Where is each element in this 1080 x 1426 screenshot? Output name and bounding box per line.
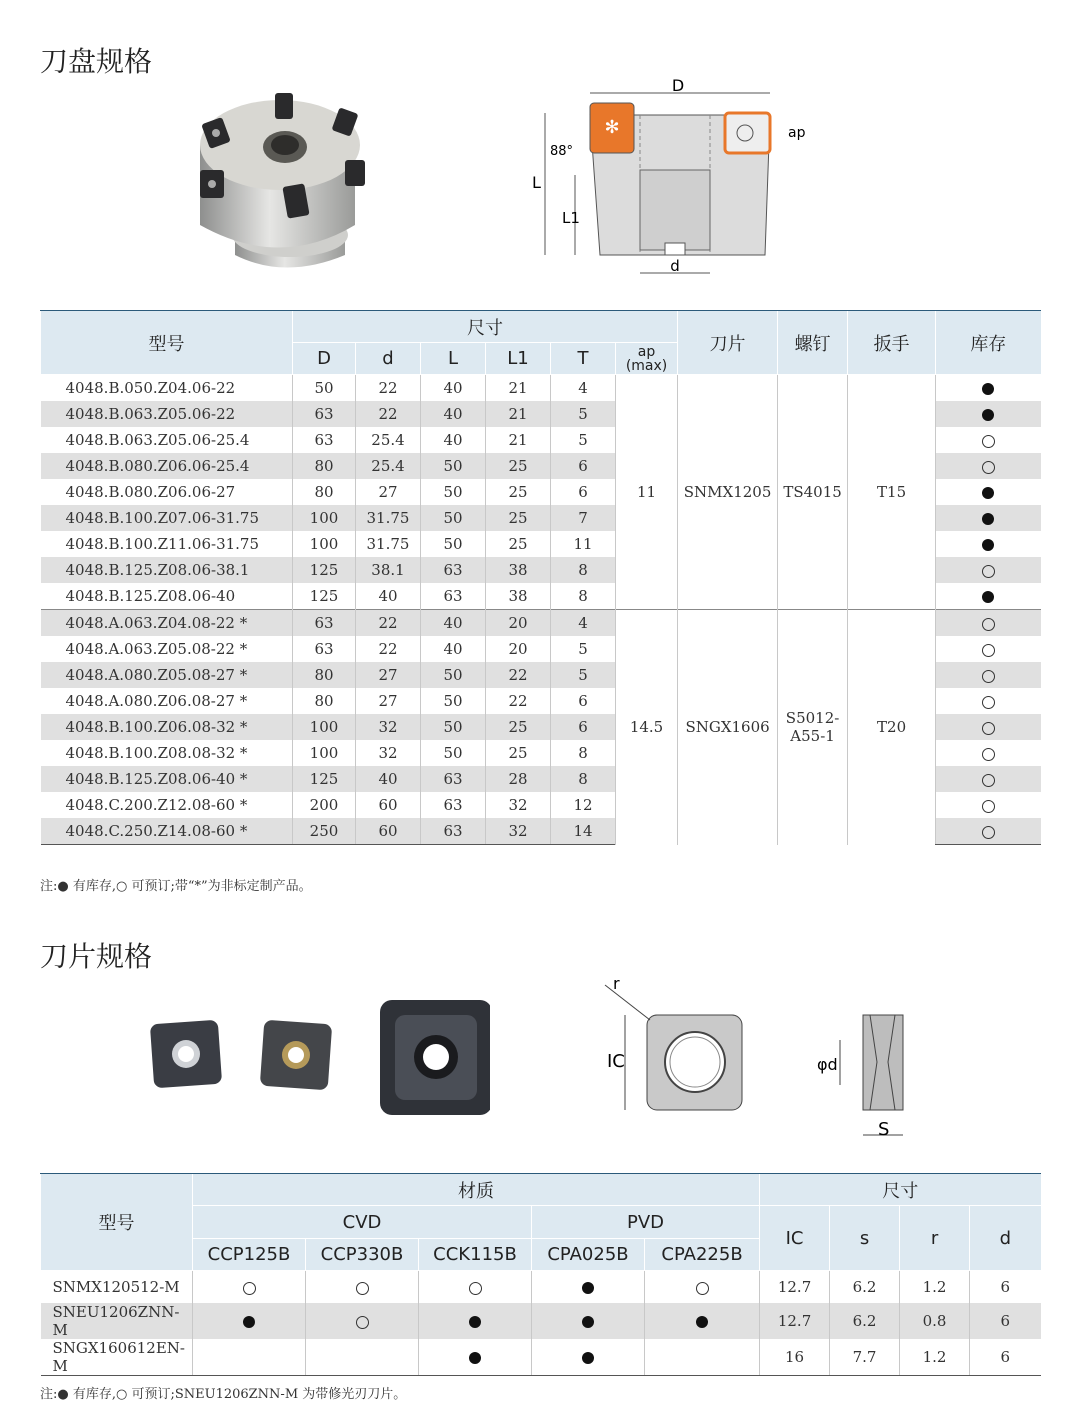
- cell-d: 22: [356, 375, 421, 402]
- orderable-circle-icon: [243, 1282, 256, 1295]
- cell-l1: 21: [486, 427, 551, 453]
- cell-stock: [936, 557, 1041, 583]
- cell-grade-availability: [306, 1303, 419, 1339]
- cell-l1: 25: [486, 479, 551, 505]
- section-title-cutter: 刀盘规格: [40, 45, 153, 78]
- cell-d: 100: [293, 505, 356, 531]
- cell-d: 125: [293, 583, 356, 610]
- cell-r: 0.8: [900, 1303, 970, 1339]
- cell-l1: 38: [486, 583, 551, 610]
- cell-d: 22: [356, 610, 421, 637]
- cell-grade-availability: [193, 1303, 306, 1339]
- cell-t: 11: [551, 531, 616, 557]
- cell-grade-availability: [419, 1339, 532, 1376]
- cell-l1: 38: [486, 557, 551, 583]
- header-stock: 库存: [936, 311, 1041, 375]
- header-d: d: [356, 343, 421, 375]
- orderable-circle-icon: [356, 1316, 369, 1329]
- cell-t: 8: [551, 557, 616, 583]
- cell-t: 6: [551, 453, 616, 479]
- cell-model: 4048.B.125.Z08.06-40 *: [41, 766, 293, 792]
- cutter-photo: [185, 85, 370, 275]
- cell-model: 4048.A.080.Z05.08-27 *: [41, 662, 293, 688]
- cell-d: 50: [293, 375, 356, 402]
- cell-d: 32: [356, 714, 421, 740]
- cell-l: 50: [421, 453, 486, 479]
- cell-l: 63: [421, 818, 486, 845]
- cutter-drawing: [520, 75, 810, 285]
- cell-l: 40: [421, 610, 486, 637]
- cell-l: 63: [421, 766, 486, 792]
- in-stock-dot-icon: [582, 1352, 594, 1364]
- cell-grade-availability: [419, 1271, 532, 1304]
- dim-d: d: [670, 257, 680, 275]
- cell-d: 60: [356, 818, 421, 845]
- cell-stock: [936, 792, 1041, 818]
- cell-d: 250: [293, 818, 356, 845]
- section-title-insert: 刀片规格: [40, 940, 153, 973]
- cell-stock: [936, 479, 1041, 505]
- cell-t: 5: [551, 662, 616, 688]
- cell-stock: [936, 375, 1041, 402]
- cell-t: 8: [551, 740, 616, 766]
- cell-grade-availability: [645, 1339, 760, 1376]
- cell-l: 40: [421, 427, 486, 453]
- cell-l: 63: [421, 583, 486, 610]
- header-ap: ap (max): [616, 343, 678, 375]
- header-grade-cpa025b: CPA025B: [532, 1239, 645, 1271]
- cell-l: 40: [421, 375, 486, 402]
- cell-d: 6: [970, 1271, 1041, 1304]
- cell-l1: 25: [486, 740, 551, 766]
- dim-phi-d: φd: [817, 1055, 838, 1074]
- cell-insert-model: SNMX120512-M: [52, 1278, 180, 1296]
- cell-d: 40: [356, 583, 421, 610]
- header-r: r: [900, 1206, 970, 1271]
- cell-stock: [936, 505, 1041, 531]
- cell-d: 100: [293, 531, 356, 557]
- cell-insert: SNGX1606: [678, 610, 778, 845]
- cell-t: 5: [551, 636, 616, 662]
- cell-t: 6: [551, 479, 616, 505]
- cell-model: 4048.B.080.Z06.06-25.4: [41, 453, 293, 479]
- cell-d: 63: [293, 636, 356, 662]
- insert-note: 注:● 有库存,○ 可预订;SNEU1206ZNN-M 为带修光刃刀片。: [40, 1387, 407, 1402]
- table-row: [41, 1303, 1041, 1339]
- cell-d: 22: [356, 636, 421, 662]
- cell-l: 40: [421, 636, 486, 662]
- cell-stock: [936, 714, 1041, 740]
- cell-d: 100: [293, 714, 356, 740]
- cell-model: 4048.B.125.Z08.06-38.1: [41, 557, 293, 583]
- in-stock-dot-icon: [469, 1352, 481, 1364]
- cell-l: 50: [421, 714, 486, 740]
- cell-d: 125: [293, 557, 356, 583]
- orderable-circle-icon: [982, 722, 995, 735]
- table-row: [41, 1339, 1041, 1376]
- table-row: [41, 1271, 1041, 1304]
- cell-l: 50: [421, 479, 486, 505]
- cell-stock: [936, 636, 1041, 662]
- cell-l1: 25: [486, 714, 551, 740]
- cell-d: 63: [293, 401, 356, 427]
- cell-grade-availability: [645, 1271, 760, 1304]
- insert-spec-table: [40, 1173, 1041, 1376]
- orderable-circle-icon: [982, 644, 995, 657]
- table-row: [41, 610, 1041, 637]
- cell-d: 63: [293, 427, 356, 453]
- insert-photos: [150, 1000, 490, 1120]
- header-IC: IC: [760, 1206, 830, 1271]
- cell-l: 50: [421, 662, 486, 688]
- cell-model: 4048.A.063.Z05.08-22 *: [65, 640, 248, 658]
- cell-model: 4048.B.100.Z06.08-32 *: [41, 714, 293, 740]
- header-L1: L1: [486, 343, 551, 375]
- cell-screw: [778, 610, 848, 845]
- cell-t: 12: [551, 792, 616, 818]
- cell-stock: [936, 818, 1041, 845]
- cell-grade-availability: [193, 1339, 306, 1376]
- cell-model: 4048.B.100.Z11.06-31.75: [65, 535, 260, 553]
- cell-l1: 28: [486, 766, 551, 792]
- header-grade-cpa225b: CPA225B: [645, 1239, 760, 1271]
- cell-d: 31.75: [356, 505, 421, 531]
- cell-l1: 22: [486, 688, 551, 714]
- cell-stock: [936, 583, 1041, 610]
- in-stock-dot-icon: [469, 1316, 481, 1328]
- cell-ic: 16: [760, 1339, 830, 1376]
- cell-grade-availability: [193, 1271, 306, 1304]
- cell-stock: [936, 427, 1041, 453]
- orderable-circle-icon: [982, 696, 995, 709]
- header-material: 材质: [193, 1174, 760, 1206]
- cell-d: 80: [293, 453, 356, 479]
- cell-l: 63: [421, 557, 486, 583]
- cell-grade-availability: [532, 1339, 645, 1376]
- in-stock-dot-icon: [982, 539, 994, 551]
- header-D: D: [293, 343, 356, 375]
- in-stock-dot-icon: [982, 409, 994, 421]
- cell-d: 27: [356, 662, 421, 688]
- cell-l1: 20: [486, 636, 551, 662]
- cell-d: 6: [970, 1339, 1041, 1376]
- orderable-circle-icon: [696, 1282, 709, 1295]
- header-grade-cck115b: CCK115B: [419, 1239, 532, 1271]
- dim-r: r: [613, 975, 620, 993]
- orderable-circle-icon: [982, 461, 995, 474]
- cell-d: 80: [293, 479, 356, 505]
- screw-line2: A55-1: [790, 727, 835, 746]
- header-wrench: 扳手: [848, 311, 936, 375]
- cell-model: 4048.B.125.Z08.06-40: [65, 587, 236, 605]
- cell-model: 4048.A.063.Z04.08-22 *: [41, 610, 293, 637]
- cell-d: 38.1: [356, 557, 421, 583]
- cell-stock: [936, 766, 1041, 792]
- cell-ic: 12.7: [760, 1271, 830, 1304]
- orderable-circle-icon: [469, 1282, 482, 1295]
- cell-d: 25.4: [356, 427, 421, 453]
- orderable-circle-icon: [982, 748, 995, 761]
- cell-t: 4: [551, 610, 616, 637]
- cell-d: 27: [356, 688, 421, 714]
- cell-l1: 25: [486, 531, 551, 557]
- cell-model: 4048.B.100.Z07.06-31.75: [41, 505, 293, 531]
- in-stock-dot-icon: [243, 1316, 255, 1328]
- header-grade-ccp125b: CCP125B: [193, 1239, 306, 1271]
- cell-t: 8: [551, 583, 616, 610]
- cell-s: 6.2: [830, 1303, 900, 1339]
- orderable-circle-icon: [982, 774, 995, 787]
- cell-l1: 25: [486, 453, 551, 479]
- dim-ap: ap: [788, 125, 806, 141]
- cell-l: 63: [421, 792, 486, 818]
- orderable-circle-icon: [982, 826, 995, 839]
- cell-stock: [936, 401, 1041, 427]
- dim-L1: L1: [562, 209, 580, 227]
- orderable-circle-icon: [982, 670, 995, 683]
- in-stock-dot-icon: [982, 591, 994, 603]
- dim-D: D: [671, 76, 685, 95]
- cell-d: 32: [356, 740, 421, 766]
- header-pvd: PVD: [532, 1206, 760, 1239]
- cell-model: 4048.A.080.Z06.08-27 *: [65, 692, 248, 710]
- cell-d: 80: [293, 662, 356, 688]
- cell-l: 50: [421, 740, 486, 766]
- in-stock-dot-icon: [582, 1282, 594, 1294]
- svg-text:✻: ✻: [604, 117, 620, 138]
- cell-stock: [936, 688, 1041, 714]
- cell-s: 7.7: [830, 1339, 900, 1376]
- cell-t: 4: [551, 375, 616, 402]
- cell-l1: 21: [486, 375, 551, 402]
- cell-insert: SNMX1205: [678, 375, 778, 610]
- header-s: s: [830, 1206, 900, 1271]
- cell-model: 4048.C.200.Z12.08-60 *: [65, 796, 248, 814]
- dim-IC: IC: [607, 1051, 625, 1072]
- cell-l1: 32: [486, 792, 551, 818]
- header-screw: 螺钉: [778, 311, 848, 375]
- cell-model: 4048.B.100.Z08.08-32 *: [65, 744, 248, 762]
- cell-d: 27: [356, 479, 421, 505]
- header-insert-d: d: [970, 1206, 1041, 1271]
- dim-angle: 88°: [550, 144, 574, 159]
- cell-d: 80: [293, 688, 356, 714]
- cell-stock: [936, 740, 1041, 766]
- cell-ic: 12.7: [760, 1303, 830, 1339]
- header-insert-size: 尺寸: [760, 1174, 1041, 1206]
- cell-t: 6: [551, 714, 616, 740]
- in-stock-dot-icon: [982, 383, 994, 395]
- cell-d: 40: [356, 766, 421, 792]
- cell-ap: 11: [616, 375, 678, 610]
- cell-l: 50: [421, 505, 486, 531]
- orderable-circle-icon: [982, 800, 995, 813]
- cell-r: 1.2: [900, 1271, 970, 1304]
- header-T: T: [551, 343, 616, 375]
- cell-grade-availability: [306, 1339, 419, 1376]
- cell-d: 63: [293, 610, 356, 637]
- cell-stock: [936, 662, 1041, 688]
- cell-l1: 20: [486, 610, 551, 637]
- cell-grade-availability: [532, 1271, 645, 1304]
- cutter-spec-table: [40, 310, 1041, 845]
- cell-model: 4048.B.063.Z05.06-25.4: [65, 431, 250, 449]
- header-grade-ccp330b: CCP330B: [306, 1239, 419, 1271]
- cell-model: 4048.B.080.Z06.06-27: [65, 483, 236, 501]
- dim-L: L: [532, 173, 541, 192]
- cell-stock: [936, 610, 1041, 637]
- screw-line1: S5012-: [785, 709, 840, 728]
- in-stock-dot-icon: [696, 1316, 708, 1328]
- cell-screw: TS4015: [778, 375, 848, 610]
- in-stock-dot-icon: [982, 487, 994, 499]
- cell-grade-availability: [645, 1303, 760, 1339]
- cell-d: 25.4: [356, 453, 421, 479]
- cell-grade-availability: [532, 1303, 645, 1339]
- cell-t: 6: [551, 688, 616, 714]
- header-L: L: [421, 343, 486, 375]
- cell-t: 8: [551, 766, 616, 792]
- in-stock-dot-icon: [982, 513, 994, 525]
- header-cvd: CVD: [193, 1206, 532, 1239]
- cell-t: 5: [551, 427, 616, 453]
- cell-d: 125: [293, 766, 356, 792]
- cell-t: 7: [551, 505, 616, 531]
- header-model: 型号: [41, 311, 293, 375]
- cell-l: 50: [421, 688, 486, 714]
- cell-ap: 14.5: [616, 610, 678, 845]
- cell-s: 6.2: [830, 1271, 900, 1304]
- cell-r: 1.2: [900, 1339, 970, 1376]
- cell-d: 200: [293, 792, 356, 818]
- cell-t: 14: [551, 818, 616, 845]
- cell-insert-model: SNEU1206ZNN-M: [41, 1303, 193, 1339]
- in-stock-dot-icon: [582, 1316, 594, 1328]
- cell-model: 4048.B.063.Z05.06-22: [41, 401, 293, 427]
- header-insert: 刀片: [678, 311, 778, 375]
- cell-t: 5: [551, 401, 616, 427]
- orderable-circle-icon: [982, 565, 995, 578]
- cell-model: 4048.B.050.Z04.06-22: [65, 379, 236, 397]
- cell-l1: 32: [486, 818, 551, 845]
- orderable-circle-icon: [982, 435, 995, 448]
- insert-drawing: [595, 975, 925, 1145]
- cell-model: 4048.C.250.Z14.08-60 *: [41, 818, 293, 845]
- cell-stock: [936, 531, 1041, 557]
- orderable-circle-icon: [356, 1282, 369, 1295]
- header-insert-model: 型号: [41, 1174, 193, 1271]
- table-row: [41, 375, 1041, 402]
- cell-l: 50: [421, 531, 486, 557]
- cell-d: 22: [356, 401, 421, 427]
- dim-S: S: [878, 1119, 890, 1140]
- cell-grade-availability: [419, 1303, 532, 1339]
- orderable-circle-icon: [982, 618, 995, 631]
- cell-stock: [936, 453, 1041, 479]
- cell-d: 31.75: [356, 531, 421, 557]
- cell-d: 6: [970, 1303, 1041, 1339]
- header-size: 尺寸: [293, 311, 678, 343]
- cell-insert-model: SNGX160612EN-M: [41, 1339, 193, 1376]
- cell-d: 60: [356, 792, 421, 818]
- cell-grade-availability: [306, 1271, 419, 1304]
- cell-wrench: T15: [848, 375, 936, 610]
- cutter-note: 注:● 有库存,○ 可预订;带“*”为非标定制产品。: [40, 879, 312, 894]
- cell-l1: 22: [486, 662, 551, 688]
- cell-wrench: T20: [848, 610, 936, 845]
- cell-l1: 21: [486, 401, 551, 427]
- cell-l1: 25: [486, 505, 551, 531]
- cell-l: 40: [421, 401, 486, 427]
- cell-d: 100: [293, 740, 356, 766]
